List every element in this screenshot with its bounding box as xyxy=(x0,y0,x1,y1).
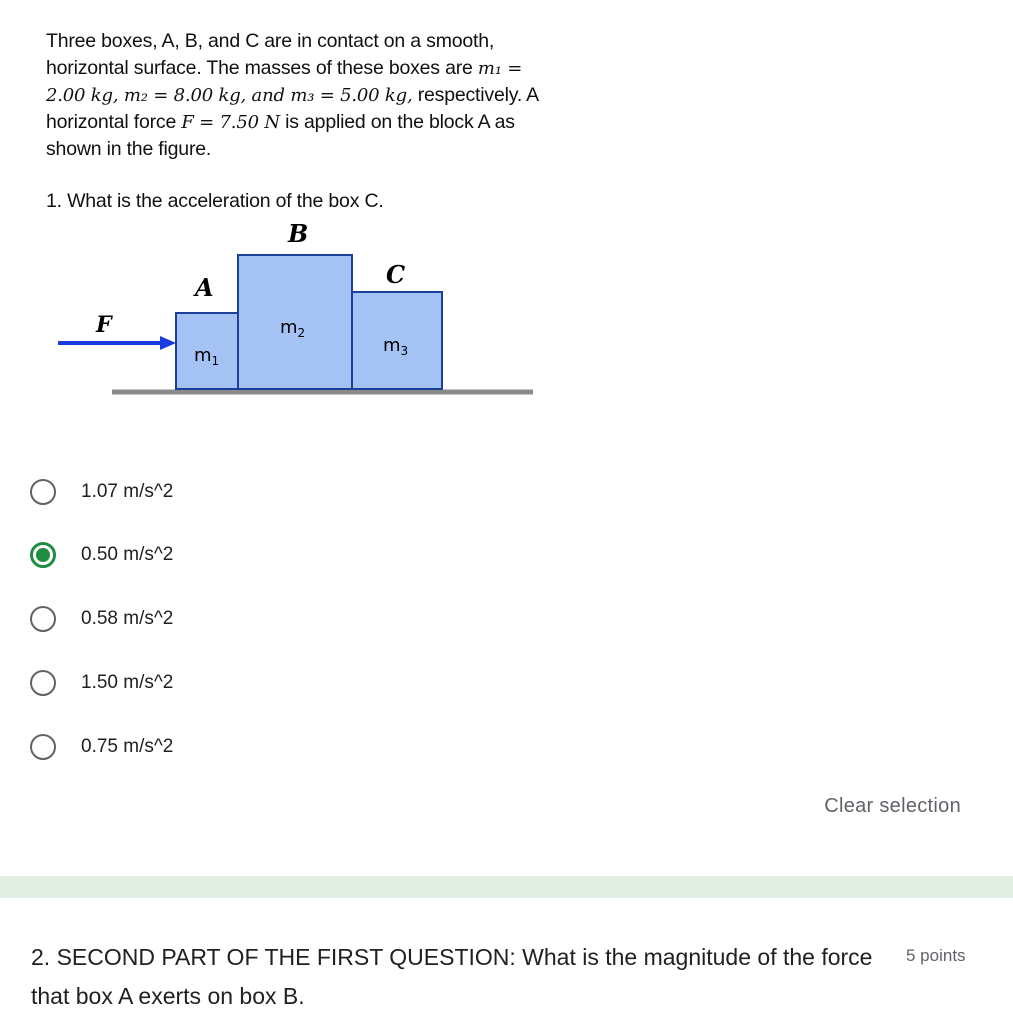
section-divider xyxy=(0,876,1013,898)
label-a: A xyxy=(195,273,214,302)
option-1[interactable] xyxy=(30,470,430,514)
boxes-figure xyxy=(50,215,550,405)
prompt-line-4-text-b: is applied on the block A as xyxy=(279,111,515,133)
label-c: C xyxy=(386,260,406,289)
prompt-line-2-text: horizontal surface. The masses of these boxes are xyxy=(46,57,478,79)
question-1-prompt xyxy=(46,28,636,163)
question-2-prompt: 2. SECOND PART OF THE FIRST QUESTION: What is the magnitude of the force that box A exerts on box B. xyxy=(31,944,873,1009)
prompt-line-3-math: 2.00 kg, m₂ = 8.00 kg, and m₃ = 5.00 kg, xyxy=(46,85,413,106)
points-badge: 5 points xyxy=(906,946,966,965)
prompt-line-2 xyxy=(46,55,636,82)
prompt-line-3-text: respectively. A xyxy=(412,84,539,106)
prompt-line-1: Three boxes, A, B, and C are in contact on a smooth, xyxy=(46,30,495,52)
mass-m3-sub: 3 xyxy=(400,344,409,358)
radio-button[interactable] xyxy=(30,670,56,696)
option-label: 1.50 m/s^2 xyxy=(81,672,174,693)
option-3[interactable] xyxy=(30,597,430,641)
radio-button[interactable] xyxy=(30,479,56,505)
prompt-line-2-math: m₁ = xyxy=(477,58,523,79)
option-label: 0.50 m/s^2 xyxy=(81,544,174,565)
sub-question-1: 1. What is the acceleration of the box C. xyxy=(46,190,384,212)
mass-m3-base: m xyxy=(383,335,401,356)
radio-button[interactable] xyxy=(30,734,56,760)
mass-m1-base: m xyxy=(194,345,212,366)
prompt-line-4 xyxy=(46,109,636,136)
clear-selection-button[interactable]: Clear selection xyxy=(824,795,961,817)
mass-m2-sub: 2 xyxy=(297,326,306,340)
radio-button-checked[interactable] xyxy=(30,542,56,568)
radio-dot xyxy=(36,548,50,562)
label-f: F xyxy=(96,312,112,338)
option-2[interactable] xyxy=(30,533,430,577)
mass-m1-sub: 1 xyxy=(211,354,220,368)
option-5[interactable] xyxy=(30,725,430,769)
mass-m2-base: m xyxy=(280,317,298,338)
option-label: 0.75 m/s^2 xyxy=(81,736,174,757)
option-4[interactable] xyxy=(30,661,430,705)
prompt-line-5: shown in the figure. xyxy=(46,138,212,160)
prompt-line-3 xyxy=(46,82,636,109)
radio-button[interactable] xyxy=(30,606,56,632)
prompt-line-4-math: F = 7.50 N xyxy=(181,112,280,133)
option-label: 0.58 m/s^2 xyxy=(81,608,174,629)
prompt-line-4-text-a: horizontal force xyxy=(46,111,182,133)
label-b: B xyxy=(288,219,309,248)
option-label: 1.07 m/s^2 xyxy=(81,481,174,502)
force-arrow-head xyxy=(160,336,176,350)
